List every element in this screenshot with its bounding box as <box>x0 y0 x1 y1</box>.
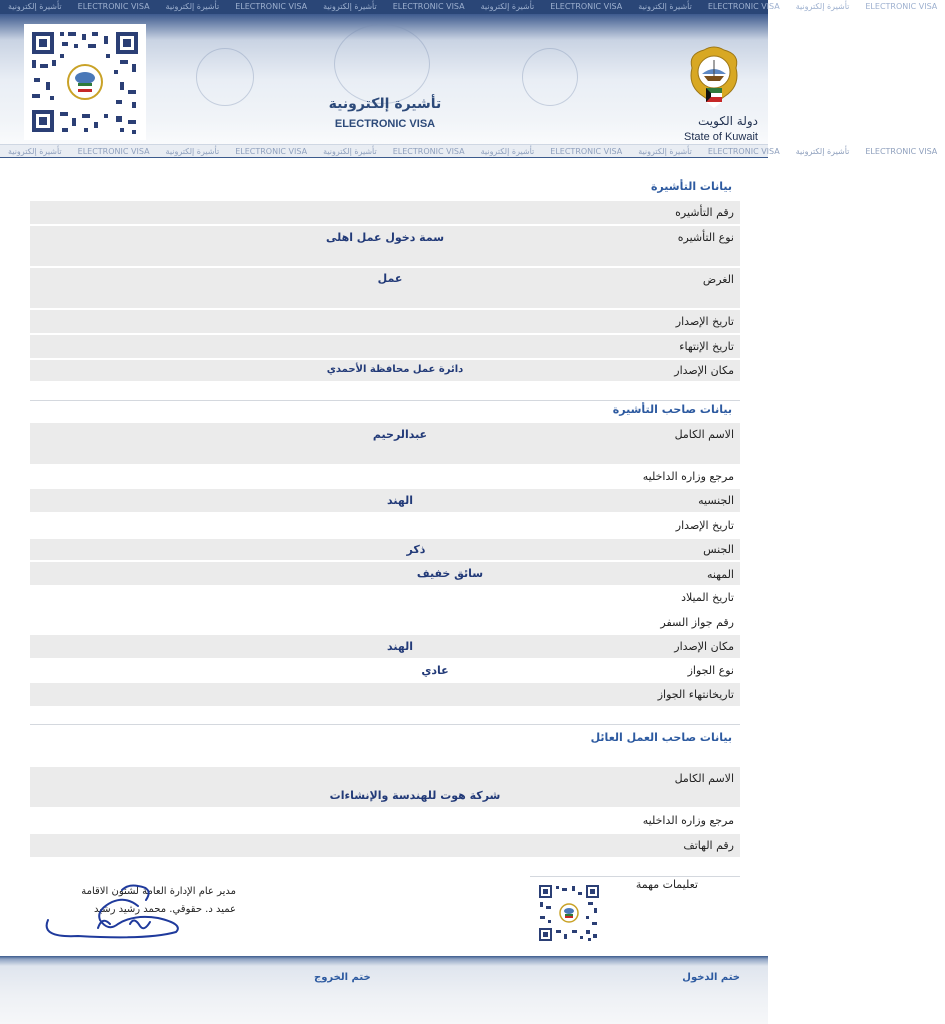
strip-text-ar: تأشيرة إلكترونية <box>480 147 535 156</box>
strip-text-ar: تأشيرة إلكترونية <box>165 2 220 11</box>
visa-row-number <box>30 201 740 225</box>
visa-row-issue-date <box>30 310 740 334</box>
state-name-en: State of Kuwait <box>684 131 758 143</box>
strip-text-en: ELECTRONIC VISA <box>550 2 623 11</box>
row-label: تاريخ الإصدار <box>675 315 734 328</box>
row-value: عبدالرحيم <box>372 428 428 441</box>
visa-row-type <box>30 226 740 267</box>
holder-row-birth-date <box>30 587 740 609</box>
strip-text-ar: تأشيرة إلكترونية <box>480 2 535 11</box>
holder-row-full-name <box>30 423 740 465</box>
strip-text-en: ELECTRONIC VISA <box>77 2 150 11</box>
employer-row-phone <box>30 834 740 858</box>
signatory-title: مدير عام الإدارة العامة لشئون الاقامة <box>81 886 236 897</box>
visa-title-ar: تأشيرة إلكترونية <box>328 96 442 112</box>
visa-row-expiry-date <box>30 335 740 359</box>
row-label: تاريخ الميلاد <box>681 591 734 604</box>
row-label: مكان الإصدار <box>674 364 734 377</box>
row-label: الاسم الكامل <box>674 772 734 785</box>
strip-text-en: ELECTRONIC VISA <box>392 2 465 11</box>
row-label: تاريخ الإنتهاء <box>679 340 734 353</box>
row-label: مكان الإصدار <box>674 640 734 653</box>
important-notes-title: تعليمات مهمة <box>635 878 698 891</box>
row-value: الهند <box>386 640 413 653</box>
state-name-ar: دولة الكويت <box>698 114 758 128</box>
employer-section-title: بيانات صاحب العمل العائل <box>590 731 732 744</box>
row-label: المهنه <box>706 568 734 581</box>
strip-text-en: ELECTRONIC VISA <box>77 147 150 156</box>
section-divider <box>30 724 740 725</box>
visa-title-en: ELECTRONIC VISA <box>334 118 436 130</box>
holder-row-issue-place <box>30 635 740 659</box>
row-value: دائرة عمل محافظة الأحمدي <box>326 364 464 375</box>
holder-row-issue-date <box>30 514 740 538</box>
row-value: سائق خفيف <box>416 567 484 580</box>
row-value: شركة هوت للهندسة والإنشاءات <box>329 789 501 802</box>
strip-text-ar: تأشيرة إلكترونية <box>8 2 62 11</box>
employer-row-moi-ref <box>30 809 740 833</box>
strip-text-en: ELECTRONIC VISA <box>865 147 938 156</box>
strip-text-en: ELECTRONIC VISA <box>235 2 308 11</box>
visa-section-title: بيانات التأشيرة <box>650 180 732 193</box>
kuwait-emblem-icon <box>684 44 744 114</box>
strip-text-en: ELECTRONIC VISA <box>392 147 465 156</box>
watermark-seal-icon <box>196 48 254 106</box>
row-value: ذكر <box>406 543 426 556</box>
row-label: مرجع وزاره الداخليه <box>642 470 734 483</box>
row-label: مرجع وزاره الداخليه <box>642 814 734 827</box>
row-value: الهند <box>386 494 413 507</box>
watermark-seal-icon <box>522 48 578 106</box>
row-label: رقم الهاتف <box>683 839 734 852</box>
holder-row-passport-expiry <box>30 683 740 707</box>
strip-text-ar: تأشيرة إلكترونية <box>165 147 220 156</box>
row-label: نوع التأشيره <box>677 231 734 244</box>
header-bottom-strip <box>0 144 938 158</box>
holder-row-moi-ref <box>30 466 740 488</box>
exit-stamp-label: ختم الخروج <box>314 972 371 983</box>
strip-text-en: ELECTRONIC VISA <box>235 147 308 156</box>
row-value: عادي <box>421 664 449 677</box>
holder-row-passport-type <box>30 660 740 682</box>
strip-text-ar: تأشيرة إلكترونية <box>795 2 850 11</box>
row-label: رقم جواز السفر <box>660 616 734 629</box>
strip-text-en: ELECTRONIC VISA <box>865 2 938 11</box>
visa-header <box>0 0 938 160</box>
holder-row-nationality <box>30 489 740 513</box>
qr-code-icon <box>538 884 600 942</box>
employer-row-full-name <box>30 767 740 808</box>
holder-row-gender <box>30 539 740 561</box>
qr-code-icon <box>24 24 146 140</box>
strip-text-en: ELECTRONIC VISA <box>550 147 623 156</box>
strip-text-ar: تأشيرة إلكترونية <box>323 147 377 156</box>
entry-stamp-label: ختم الدخول <box>682 972 740 983</box>
section-divider <box>530 876 740 877</box>
row-label: الجنسيه <box>698 494 734 507</box>
signature-icon <box>38 880 188 944</box>
watermark-seal-icon <box>334 24 430 104</box>
row-label: الغرض <box>702 273 734 286</box>
row-value: سمة دخول عمل اهلى <box>325 231 445 244</box>
holder-row-passport-no <box>30 610 740 634</box>
row-label: الجنس <box>703 543 734 556</box>
row-label: الاسم الكامل <box>674 428 734 441</box>
holder-row-profession <box>30 562 740 586</box>
header-top-strip <box>0 0 938 14</box>
strip-text-ar: تأشيرة إلكترونية <box>323 2 377 11</box>
strip-text-ar: تأشيرة إلكترونية <box>638 2 692 11</box>
section-divider <box>30 400 740 401</box>
visa-row-issue-place <box>30 360 740 382</box>
visa-footer <box>0 956 768 1024</box>
signatory-name: عميد د. حقوقي. محمد رشيد رشيد <box>93 904 236 915</box>
holder-section-title: بيانات صاحب التأشيرة <box>612 403 732 416</box>
strip-text-ar: تأشيرة إلكترونية <box>638 147 692 156</box>
strip-text-ar: تأشيرة إلكترونية <box>8 147 62 156</box>
strip-text-ar: تأشيرة إلكترونية <box>795 147 850 156</box>
row-label: تاريخ الإصدار <box>675 519 734 532</box>
strip-text-en: ELECTRONIC VISA <box>707 2 780 11</box>
row-value: عمل <box>377 272 403 285</box>
strip-text-en: ELECTRONIC VISA <box>707 147 780 156</box>
row-label: نوع الجواز <box>687 664 734 677</box>
visa-row-purpose <box>30 268 740 309</box>
row-label: رقم التأشيره <box>675 206 734 219</box>
row-label: تاريخانتهاء الجواز <box>657 688 734 701</box>
